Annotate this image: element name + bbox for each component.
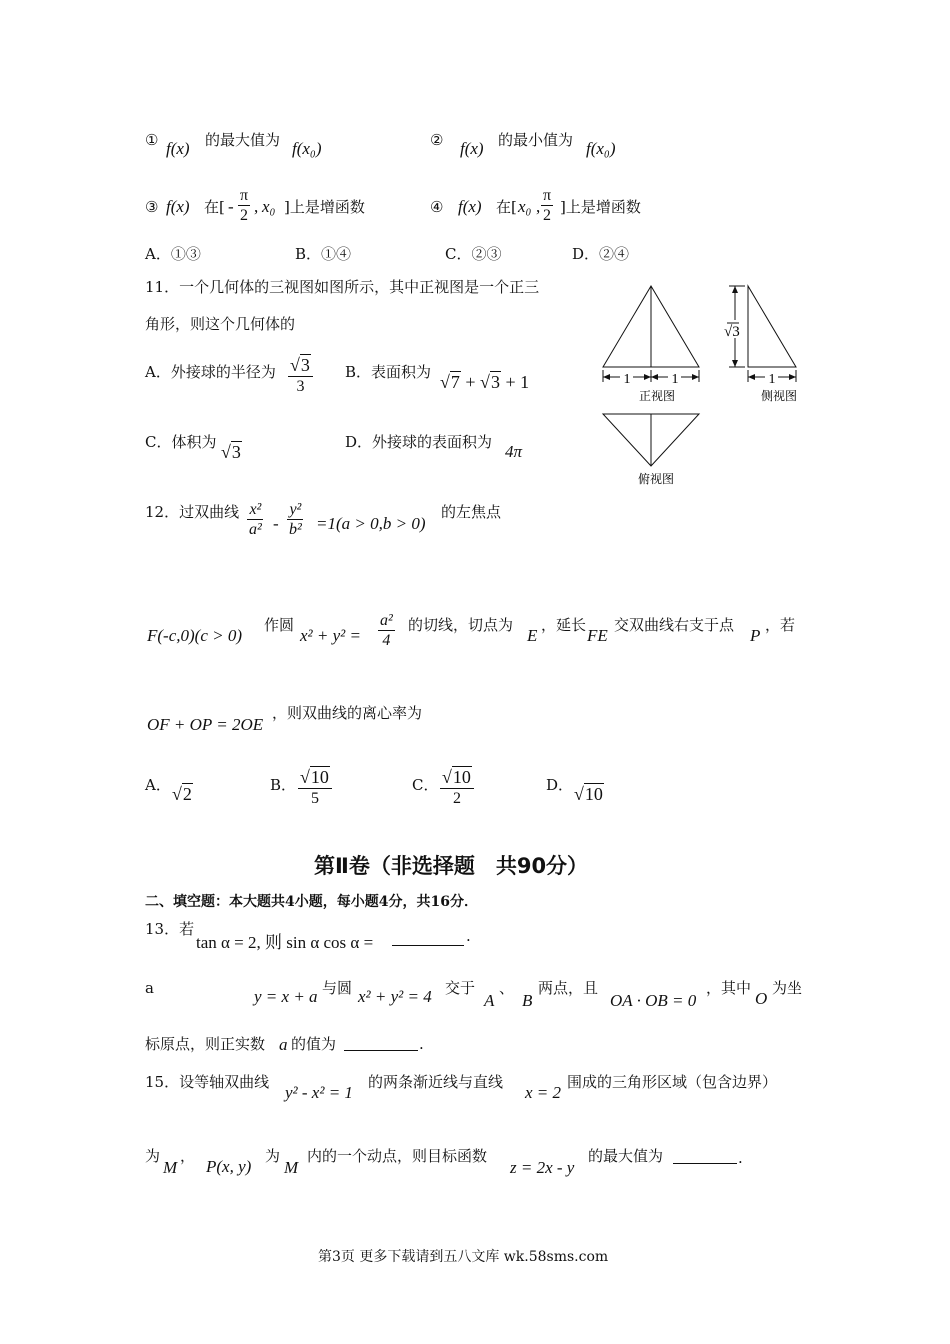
front-dim-right: 1 xyxy=(671,372,679,387)
q14-line2-b: 的值为 xyxy=(291,1035,337,1053)
fill-in-header: 二、填空题：本大题共4小题，每小题4分，共16分． xyxy=(145,894,478,910)
q12-choice-c-label: C． xyxy=(412,776,439,794)
option-2-text: 的最小值为 xyxy=(498,131,574,149)
q12-choice-b-value: $\frac{√10}{5}$ xyxy=(298,768,332,808)
q15-region-m: M xyxy=(163,1158,178,1177)
q12-line3: ，则双曲线的离心率为 xyxy=(272,704,423,722)
x0-symbol: x₀ xyxy=(518,197,532,216)
q15-end: . xyxy=(738,1149,743,1167)
page-footer: 第3页 更多下载请到五八文库 wk.58sms.com xyxy=(318,1249,609,1265)
q14-point-b: B xyxy=(522,991,533,1010)
option-1-text: 的最大值为 xyxy=(205,131,281,149)
x0-symbol: x₀ xyxy=(262,197,276,216)
front-view-caption: 正视图 xyxy=(638,389,676,403)
q12-line2-b: 的切线，切点为 xyxy=(408,616,514,634)
q15-answer-blank[interactable] xyxy=(673,1150,737,1164)
q13-end: . xyxy=(466,927,471,945)
f-x-expression: f(x) xyxy=(166,139,190,158)
q13-answer-blank[interactable] xyxy=(392,932,464,946)
q14-origin: O xyxy=(755,989,768,1008)
q15-hyperbola: y² - x² = 1 xyxy=(285,1083,353,1102)
option-1-marker: ① xyxy=(145,131,159,149)
q15-line2-d: 内的一个动点，则目标函数 xyxy=(307,1147,488,1165)
q10-choice-a: A．①③ xyxy=(145,245,201,263)
point-e: E xyxy=(527,626,538,645)
q14-point-a: A xyxy=(484,991,495,1010)
q15-region-m2: M xyxy=(284,1158,299,1177)
q12-line2-e: ，若 xyxy=(765,616,796,634)
option-3-text-a: 在[ xyxy=(204,198,225,216)
hyperbola-y-term: $\frac{\text{y²}}{\text{b²}}$ xyxy=(289,501,302,538)
vector-equation: OF + OP = 2OE xyxy=(147,715,264,734)
q11-choice-d-text: D．外接球的表面积为 xyxy=(345,433,493,451)
option-4-text-a: 在[ xyxy=(496,198,517,216)
q12-line2-c: ，延长 xyxy=(541,616,587,634)
surface-area-expression: √7 + √3 + 1 xyxy=(440,372,530,392)
q12-line2-d: 交双曲线右支于点 xyxy=(614,616,735,634)
minus-sign: - xyxy=(228,197,234,216)
f-x-expression: f(x) xyxy=(458,197,482,216)
q14-text-f: 为坐 xyxy=(772,979,803,997)
side-dim: 1 xyxy=(768,372,776,387)
q12-choice-a-value: √2 xyxy=(172,784,192,804)
q15-text-c: 围成的三角形区域（包含边界） xyxy=(567,1073,778,1091)
q15-point-p: P(x, y) xyxy=(206,1157,252,1176)
q10-choice-c: C．②③ xyxy=(445,245,502,263)
q11-choice-a-text: A．外接球的半径为 xyxy=(145,363,276,381)
side-view-caption: 侧视图 xyxy=(760,389,798,403)
q14-var-a: a xyxy=(279,1035,288,1054)
q11-choice-c-text: C．体积为 xyxy=(145,433,217,451)
hyperbola-condition: =1(a > 0,b > 0) xyxy=(316,514,426,533)
q14-answer-blank[interactable] xyxy=(344,1037,418,1051)
q12-line2-a: 作圆 xyxy=(264,616,295,634)
circle-radius-fraction: $\frac{\text{a²}}{4}$ xyxy=(380,612,393,649)
q15-text-b: 的两条渐近线与直线 xyxy=(368,1073,504,1091)
q15-objective: z = 2x - y xyxy=(510,1158,575,1177)
q13-expression: tan α = 2, 则 sin α cos α = xyxy=(196,933,374,952)
q12-choice-d-value: √10 xyxy=(574,784,603,804)
q11-stem-line2: 角形，则这个几何体的 xyxy=(145,315,296,333)
q14-circle: x² + y² = 4 xyxy=(358,987,432,1006)
q15-line2-b: ， xyxy=(180,1147,196,1165)
q14-separator: 、 xyxy=(499,979,515,997)
q13-label: 13．若 xyxy=(145,920,195,938)
q14-text-b: 与圆 xyxy=(322,979,353,997)
q14-text-a: a xyxy=(145,979,154,997)
q14-end: . xyxy=(419,1035,424,1053)
q15-line2-c: 为 xyxy=(265,1147,281,1165)
f-x-expression: f(x) xyxy=(460,139,484,158)
option-4-marker: ④ xyxy=(430,198,444,216)
q11-stem-line1: 11．一个几何体的三视图如图所示，其中正视图是一个正三 xyxy=(145,278,540,296)
q12-stem-a: 12．过双曲线 xyxy=(145,503,240,521)
q12-choice-b-label: B． xyxy=(270,776,297,794)
circle-equation: x² + y² = xyxy=(300,626,361,645)
sqrt3-over-3: $\frac{√3}{3}$ xyxy=(288,356,313,396)
q14-text-c: 交于 xyxy=(445,979,476,997)
q12-choice-d-label: D． xyxy=(546,776,574,794)
q14-text-d: 两点，且 xyxy=(538,979,599,997)
q15-line2-e: 的最大值为 xyxy=(588,1147,664,1165)
front-dim-left: 1 xyxy=(623,372,631,387)
q14-text-e: ，其中 xyxy=(706,979,752,997)
point-p: P xyxy=(750,626,761,645)
q10-choice-b: B．①④ xyxy=(295,245,352,263)
q15-line2-a: 为 xyxy=(145,1147,161,1165)
q15-text-a: 15．设等轴双曲线 xyxy=(145,1073,270,1091)
q14-line: y = x + a xyxy=(254,987,318,1006)
side-height-label: √3 xyxy=(724,324,740,340)
pi-over-2-fraction: $\frac{\pi}{2}$ xyxy=(240,187,249,224)
q14-dot-product: OA · OB = 0 xyxy=(610,991,697,1010)
q12-choice-a-label: A． xyxy=(145,776,171,794)
option-3-marker: ③ xyxy=(145,198,159,216)
side-view-triangle xyxy=(748,286,796,367)
hyperbola-x-term: $\frac{\text{x²}}{\text{a²}}$ xyxy=(249,501,262,538)
volume-expression: √3 xyxy=(221,442,241,462)
q12-stem-b: 的左焦点 xyxy=(441,503,502,521)
focus-point: F(-c,0)(c > 0) xyxy=(147,626,243,645)
option-2-marker: ② xyxy=(430,131,444,149)
three-view-figure xyxy=(598,282,808,492)
q15-line: x = 2 xyxy=(525,1083,562,1102)
section-title: 第Ⅱ卷（非选择题 共90分） xyxy=(314,854,589,878)
q10-choice-d: D．②④ xyxy=(572,245,630,263)
f-x0-expression: f(x₀) xyxy=(586,139,616,158)
q12-choice-c-value: $\frac{√10}{2}$ xyxy=(440,768,474,808)
four-pi: 4π xyxy=(505,442,523,461)
f-x-expression: f(x) xyxy=(166,197,190,216)
top-view-caption: 俯视图 xyxy=(637,472,675,486)
pi-over-2-fraction: $\frac{\pi}{2}$ xyxy=(543,187,552,224)
q14-line2-a: 标原点，则正实数 xyxy=(145,1035,266,1053)
q11-choice-b-text: B．表面积为 xyxy=(345,363,432,381)
option-4-text-b: ]上是增函数 xyxy=(560,198,641,216)
option-3-text-b: ]上是增函数 xyxy=(284,198,365,216)
segment-fe: FE xyxy=(587,626,608,645)
f-x0-expression: f(x₀) xyxy=(292,139,322,158)
